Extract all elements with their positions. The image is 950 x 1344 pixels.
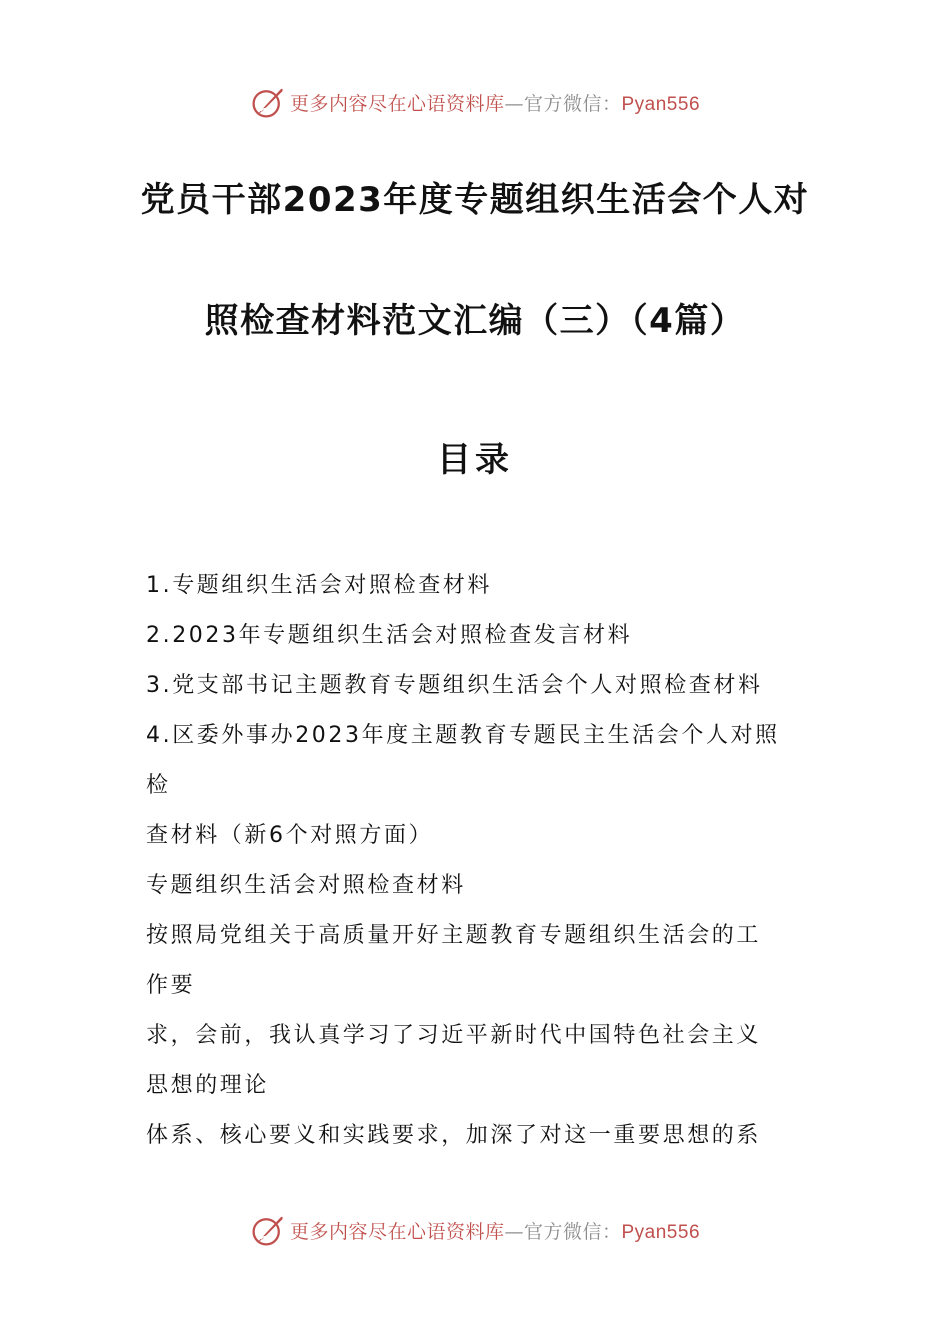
banner-separator: —: [504, 92, 524, 115]
banner-wechat-id: Pyan556: [621, 1221, 701, 1243]
document-title-line-2: 照检查材料范文汇编（三）（4篇）: [204, 301, 746, 341]
document-title-line-1: 党员干部2023年度专题组织生活会个人对: [140, 180, 810, 220]
article-title: 专题组织生活会对照检查材料: [146, 873, 466, 898]
toc-item-2: 2.2023年专题组织生活会对照检查发言材料: [146, 623, 633, 648]
banner-text: [290, 1217, 700, 1244]
banner-wechat-id: Pyan556: [621, 93, 701, 115]
header-banner: [0, 82, 950, 122]
article-line: 按照局党组关于高质量开好主题教育专题组织生活会的工: [146, 923, 762, 948]
toc-item-3: 3.党支部书记主题教育专题组织生活会个人对照检查材料: [146, 673, 763, 698]
toc-item-4-wrap-a: 检: [146, 773, 171, 798]
quill-logo-icon: [250, 84, 286, 120]
banner-text: [290, 89, 700, 116]
toc-heading: 目录: [437, 440, 513, 480]
quill-logo-icon: [250, 1212, 286, 1248]
article-line: 求，会前，我认真学习了习近平新时代中国特色社会主义: [146, 1023, 762, 1048]
footer-banner: [0, 1210, 950, 1250]
toc-item-4: 4.区委外事办2023年度主题教育专题民主生活会个人对照: [146, 723, 780, 748]
article-line: 思想的理论: [146, 1073, 270, 1098]
banner-slogan: 更多内容尽在心语资料库: [289, 92, 505, 115]
banner-separator: —: [504, 1220, 524, 1243]
banner-wechat-label: 官方微信：: [523, 92, 622, 115]
article-line: 作要: [146, 973, 196, 998]
banner-wechat-label: 官方微信：: [523, 1220, 622, 1243]
toc-item-1: 1.专题组织生活会对照检查材料: [146, 573, 492, 598]
article-line: 体系、核心要义和实践要求，加深了对这一重要思想的系: [146, 1123, 762, 1148]
toc-item-4-wrap-b: 查材料（新6个对照方面）: [146, 823, 434, 848]
document-body: [146, 566, 816, 1166]
banner-slogan: 更多内容尽在心语资料库: [289, 1220, 505, 1243]
